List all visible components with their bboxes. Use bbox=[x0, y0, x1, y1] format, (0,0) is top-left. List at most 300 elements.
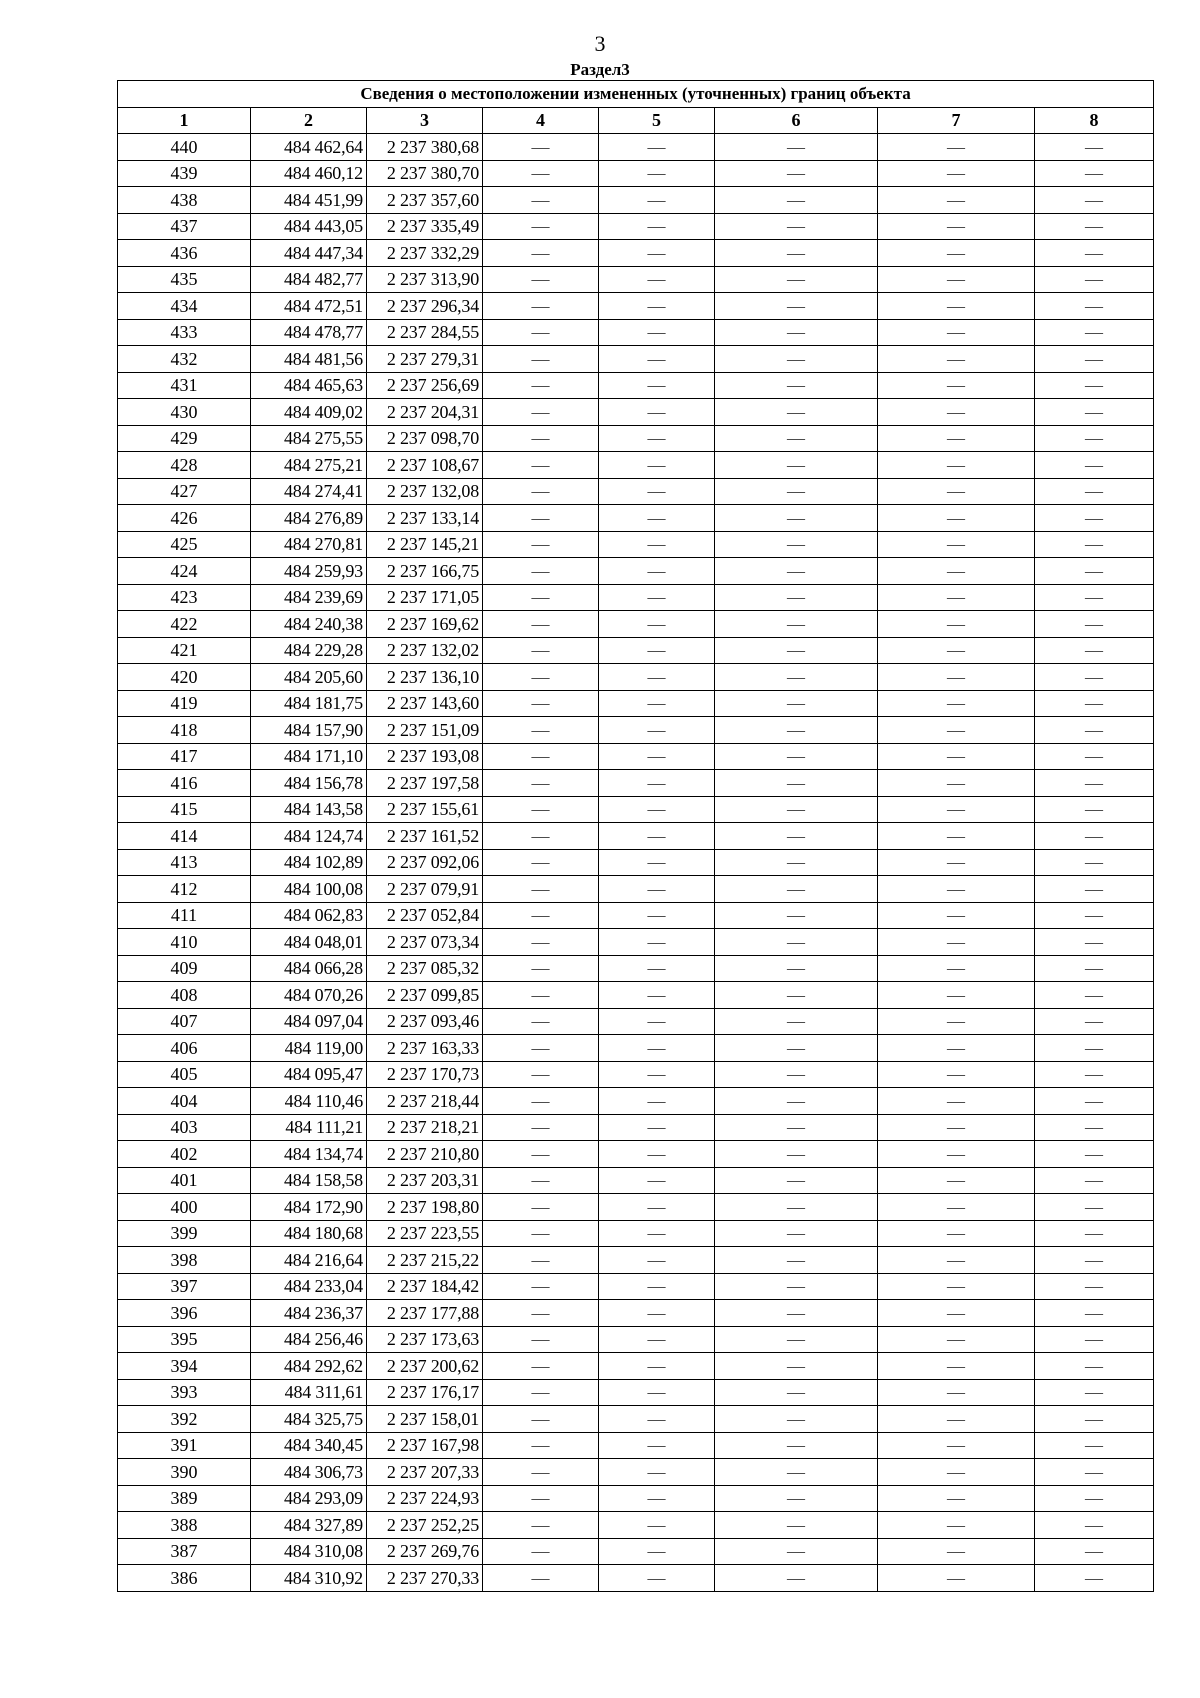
table-row bbox=[118, 876, 1154, 903]
table-row bbox=[118, 1459, 1154, 1486]
y-coordinate-cell: 2 237 210,80 bbox=[367, 1141, 483, 1168]
empty-value-cell: — bbox=[715, 213, 878, 240]
y-coordinate-cell: 2 237 207,33 bbox=[367, 1459, 483, 1486]
empty-value-cell: — bbox=[599, 1141, 715, 1168]
empty-value-cell: — bbox=[1035, 876, 1154, 903]
empty-value-cell: — bbox=[1035, 319, 1154, 346]
point-number-cell: 395 bbox=[118, 1326, 251, 1353]
table-row bbox=[118, 531, 1154, 558]
point-number-cell: 397 bbox=[118, 1273, 251, 1300]
column-header: 1 bbox=[118, 107, 251, 134]
empty-value-cell: — bbox=[1035, 690, 1154, 717]
empty-value-cell: — bbox=[483, 478, 599, 505]
table-row bbox=[118, 611, 1154, 638]
empty-value-cell: — bbox=[1035, 770, 1154, 797]
empty-value-cell: — bbox=[878, 240, 1035, 267]
empty-value-cell: — bbox=[599, 319, 715, 346]
empty-value-cell: — bbox=[715, 1114, 878, 1141]
empty-value-cell: — bbox=[599, 1167, 715, 1194]
empty-value-cell: — bbox=[878, 955, 1035, 982]
x-coordinate-cell: 484 236,37 bbox=[251, 1300, 367, 1327]
empty-value-cell: — bbox=[599, 823, 715, 850]
column-header: 8 bbox=[1035, 107, 1154, 134]
table-row bbox=[118, 1432, 1154, 1459]
point-number-cell: 399 bbox=[118, 1220, 251, 1247]
empty-value-cell: — bbox=[599, 213, 715, 240]
empty-value-cell: — bbox=[599, 1035, 715, 1062]
empty-value-cell: — bbox=[878, 690, 1035, 717]
y-coordinate-cell: 2 237 073,34 bbox=[367, 929, 483, 956]
empty-value-cell: — bbox=[483, 134, 599, 161]
empty-value-cell: — bbox=[483, 1194, 599, 1221]
point-number-cell: 422 bbox=[118, 611, 251, 638]
empty-value-cell: — bbox=[715, 531, 878, 558]
x-coordinate-cell: 484 119,00 bbox=[251, 1035, 367, 1062]
empty-value-cell: — bbox=[878, 1008, 1035, 1035]
x-coordinate-cell: 484 259,93 bbox=[251, 558, 367, 585]
point-number-cell: 429 bbox=[118, 425, 251, 452]
point-number-cell: 406 bbox=[118, 1035, 251, 1062]
empty-value-cell: — bbox=[715, 319, 878, 346]
empty-value-cell: — bbox=[1035, 611, 1154, 638]
empty-value-cell: — bbox=[483, 1326, 599, 1353]
empty-value-cell: — bbox=[715, 929, 878, 956]
table-row bbox=[118, 1406, 1154, 1433]
table-row bbox=[118, 1035, 1154, 1062]
point-number-cell: 418 bbox=[118, 717, 251, 744]
point-number-cell: 420 bbox=[118, 664, 251, 691]
empty-value-cell: — bbox=[483, 213, 599, 240]
point-number-cell: 436 bbox=[118, 240, 251, 267]
empty-value-cell: — bbox=[599, 134, 715, 161]
y-coordinate-cell: 2 237 169,62 bbox=[367, 611, 483, 638]
empty-value-cell: — bbox=[715, 1485, 878, 1512]
point-number-cell: 423 bbox=[118, 584, 251, 611]
empty-value-cell: — bbox=[715, 1512, 878, 1539]
empty-value-cell: — bbox=[1035, 1273, 1154, 1300]
empty-value-cell: — bbox=[715, 1194, 878, 1221]
y-coordinate-cell: 2 237 380,68 bbox=[367, 134, 483, 161]
empty-value-cell: — bbox=[483, 1008, 599, 1035]
y-coordinate-cell: 2 237 170,73 bbox=[367, 1061, 483, 1088]
x-coordinate-cell: 484 447,34 bbox=[251, 240, 367, 267]
empty-value-cell: — bbox=[1035, 399, 1154, 426]
x-coordinate-cell: 484 111,21 bbox=[251, 1114, 367, 1141]
empty-value-cell: — bbox=[599, 1247, 715, 1274]
table-row bbox=[118, 1114, 1154, 1141]
point-number-cell: 387 bbox=[118, 1538, 251, 1565]
y-coordinate-cell: 2 237 380,70 bbox=[367, 160, 483, 187]
empty-value-cell: — bbox=[715, 796, 878, 823]
empty-value-cell: — bbox=[483, 505, 599, 532]
table-row bbox=[118, 478, 1154, 505]
x-coordinate-cell: 484 327,89 bbox=[251, 1512, 367, 1539]
empty-value-cell: — bbox=[483, 902, 599, 929]
x-coordinate-cell: 484 134,74 bbox=[251, 1141, 367, 1168]
table-row bbox=[118, 1088, 1154, 1115]
empty-value-cell: — bbox=[599, 399, 715, 426]
y-coordinate-cell: 2 237 215,22 bbox=[367, 1247, 483, 1274]
x-coordinate-cell: 484 171,10 bbox=[251, 743, 367, 770]
empty-value-cell: — bbox=[878, 1406, 1035, 1433]
y-coordinate-cell: 2 237 252,25 bbox=[367, 1512, 483, 1539]
x-coordinate-cell: 484 478,77 bbox=[251, 319, 367, 346]
empty-value-cell: — bbox=[1035, 1008, 1154, 1035]
x-coordinate-cell: 484 233,04 bbox=[251, 1273, 367, 1300]
empty-value-cell: — bbox=[599, 1432, 715, 1459]
empty-value-cell: — bbox=[878, 637, 1035, 664]
empty-value-cell: — bbox=[1035, 505, 1154, 532]
point-number-cell: 400 bbox=[118, 1194, 251, 1221]
y-coordinate-cell: 2 237 218,21 bbox=[367, 1114, 483, 1141]
table-row bbox=[118, 1167, 1154, 1194]
empty-value-cell: — bbox=[1035, 1194, 1154, 1221]
point-number-cell: 439 bbox=[118, 160, 251, 187]
empty-value-cell: — bbox=[599, 452, 715, 479]
empty-value-cell: — bbox=[715, 876, 878, 903]
point-number-cell: 405 bbox=[118, 1061, 251, 1088]
x-coordinate-cell: 484 157,90 bbox=[251, 717, 367, 744]
empty-value-cell: — bbox=[483, 160, 599, 187]
point-number-cell: 410 bbox=[118, 929, 251, 956]
table-row bbox=[118, 452, 1154, 479]
empty-value-cell: — bbox=[878, 1300, 1035, 1327]
column-header: 3 bbox=[367, 107, 483, 134]
empty-value-cell: — bbox=[715, 346, 878, 373]
empty-value-cell: — bbox=[715, 1538, 878, 1565]
empty-value-cell: — bbox=[878, 1512, 1035, 1539]
x-coordinate-cell: 484 311,61 bbox=[251, 1379, 367, 1406]
x-coordinate-cell: 484 462,64 bbox=[251, 134, 367, 161]
empty-value-cell: — bbox=[599, 1220, 715, 1247]
empty-value-cell: — bbox=[715, 1273, 878, 1300]
empty-value-cell: — bbox=[878, 531, 1035, 558]
empty-value-cell: — bbox=[1035, 1326, 1154, 1353]
table-row bbox=[118, 902, 1154, 929]
empty-value-cell: — bbox=[1035, 1353, 1154, 1380]
point-number-cell: 415 bbox=[118, 796, 251, 823]
empty-value-cell: — bbox=[483, 637, 599, 664]
empty-value-cell: — bbox=[715, 1008, 878, 1035]
y-coordinate-cell: 2 237 332,29 bbox=[367, 240, 483, 267]
empty-value-cell: — bbox=[878, 1141, 1035, 1168]
empty-value-cell: — bbox=[1035, 1459, 1154, 1486]
empty-value-cell: — bbox=[483, 319, 599, 346]
point-number-cell: 414 bbox=[118, 823, 251, 850]
point-number-cell: 402 bbox=[118, 1141, 251, 1168]
x-coordinate-cell: 484 097,04 bbox=[251, 1008, 367, 1035]
empty-value-cell: — bbox=[483, 1565, 599, 1592]
point-number-cell: 409 bbox=[118, 955, 251, 982]
x-coordinate-cell: 484 066,28 bbox=[251, 955, 367, 982]
x-coordinate-cell: 484 143,58 bbox=[251, 796, 367, 823]
empty-value-cell: — bbox=[483, 584, 599, 611]
empty-value-cell: — bbox=[599, 1008, 715, 1035]
empty-value-cell: — bbox=[1035, 1379, 1154, 1406]
empty-value-cell: — bbox=[483, 1485, 599, 1512]
empty-value-cell: — bbox=[878, 743, 1035, 770]
empty-value-cell: — bbox=[599, 1273, 715, 1300]
point-number-cell: 437 bbox=[118, 213, 251, 240]
empty-value-cell: — bbox=[599, 160, 715, 187]
x-coordinate-cell: 484 180,68 bbox=[251, 1220, 367, 1247]
empty-value-cell: — bbox=[878, 1379, 1035, 1406]
y-coordinate-cell: 2 237 158,01 bbox=[367, 1406, 483, 1433]
table-row bbox=[118, 637, 1154, 664]
empty-value-cell: — bbox=[878, 399, 1035, 426]
column-header: 7 bbox=[878, 107, 1035, 134]
empty-value-cell: — bbox=[1035, 478, 1154, 505]
table-row bbox=[118, 293, 1154, 320]
empty-value-cell: — bbox=[483, 293, 599, 320]
empty-value-cell: — bbox=[599, 293, 715, 320]
x-coordinate-cell: 484 310,92 bbox=[251, 1565, 367, 1592]
table-row bbox=[118, 584, 1154, 611]
empty-value-cell: — bbox=[878, 796, 1035, 823]
point-number-cell: 411 bbox=[118, 902, 251, 929]
empty-value-cell: — bbox=[715, 902, 878, 929]
empty-value-cell: — bbox=[483, 1379, 599, 1406]
point-number-cell: 417 bbox=[118, 743, 251, 770]
empty-value-cell: — bbox=[1035, 982, 1154, 1009]
section-label: Раздел3 bbox=[570, 60, 630, 79]
empty-value-cell: — bbox=[1035, 1035, 1154, 1062]
empty-value-cell: — bbox=[715, 452, 878, 479]
empty-value-cell: — bbox=[878, 1273, 1035, 1300]
empty-value-cell: — bbox=[878, 1485, 1035, 1512]
empty-value-cell: — bbox=[599, 849, 715, 876]
point-number-cell: 438 bbox=[118, 187, 251, 214]
y-coordinate-cell: 2 237 256,69 bbox=[367, 372, 483, 399]
x-coordinate-cell: 484 181,75 bbox=[251, 690, 367, 717]
point-number-cell: 430 bbox=[118, 399, 251, 426]
empty-value-cell: — bbox=[1035, 1220, 1154, 1247]
empty-value-cell: — bbox=[715, 160, 878, 187]
x-coordinate-cell: 484 229,28 bbox=[251, 637, 367, 664]
empty-value-cell: — bbox=[483, 1432, 599, 1459]
empty-value-cell: — bbox=[878, 1432, 1035, 1459]
empty-value-cell: — bbox=[715, 1035, 878, 1062]
empty-value-cell: — bbox=[599, 240, 715, 267]
y-coordinate-cell: 2 237 224,93 bbox=[367, 1485, 483, 1512]
empty-value-cell: — bbox=[483, 611, 599, 638]
empty-value-cell: — bbox=[599, 982, 715, 1009]
y-coordinate-cell: 2 237 269,76 bbox=[367, 1538, 483, 1565]
x-coordinate-cell: 484 443,05 bbox=[251, 213, 367, 240]
table-row bbox=[118, 240, 1154, 267]
empty-value-cell: — bbox=[878, 982, 1035, 1009]
table-row bbox=[118, 1008, 1154, 1035]
empty-value-cell: — bbox=[878, 346, 1035, 373]
empty-value-cell: — bbox=[715, 293, 878, 320]
empty-value-cell: — bbox=[483, 240, 599, 267]
empty-value-cell: — bbox=[1035, 1406, 1154, 1433]
empty-value-cell: — bbox=[715, 399, 878, 426]
empty-value-cell: — bbox=[715, 266, 878, 293]
y-coordinate-cell: 2 237 335,49 bbox=[367, 213, 483, 240]
empty-value-cell: — bbox=[878, 213, 1035, 240]
table-body bbox=[118, 134, 1154, 1592]
empty-value-cell: — bbox=[599, 1061, 715, 1088]
empty-value-cell: — bbox=[715, 955, 878, 982]
table-row bbox=[118, 743, 1154, 770]
empty-value-cell: — bbox=[483, 452, 599, 479]
x-coordinate-cell: 484 100,08 bbox=[251, 876, 367, 903]
empty-value-cell: — bbox=[599, 1194, 715, 1221]
point-number-cell: 407 bbox=[118, 1008, 251, 1035]
empty-value-cell: — bbox=[1035, 240, 1154, 267]
empty-value-cell: — bbox=[715, 1326, 878, 1353]
y-coordinate-cell: 2 237 173,63 bbox=[367, 1326, 483, 1353]
point-number-cell: 440 bbox=[118, 134, 251, 161]
empty-value-cell: — bbox=[715, 717, 878, 744]
point-number-cell: 428 bbox=[118, 452, 251, 479]
empty-value-cell: — bbox=[1035, 134, 1154, 161]
x-coordinate-cell: 484 310,08 bbox=[251, 1538, 367, 1565]
empty-value-cell: — bbox=[483, 266, 599, 293]
empty-value-cell: — bbox=[878, 266, 1035, 293]
empty-value-cell: — bbox=[878, 1459, 1035, 1486]
empty-value-cell: — bbox=[1035, 266, 1154, 293]
empty-value-cell: — bbox=[483, 823, 599, 850]
empty-value-cell: — bbox=[878, 558, 1035, 585]
x-coordinate-cell: 484 158,58 bbox=[251, 1167, 367, 1194]
empty-value-cell: — bbox=[715, 425, 878, 452]
table-row bbox=[118, 1485, 1154, 1512]
empty-value-cell: — bbox=[878, 319, 1035, 346]
x-coordinate-cell: 484 275,55 bbox=[251, 425, 367, 452]
point-number-cell: 412 bbox=[118, 876, 251, 903]
point-number-cell: 419 bbox=[118, 690, 251, 717]
empty-value-cell: — bbox=[1035, 558, 1154, 585]
y-coordinate-cell: 2 237 176,17 bbox=[367, 1379, 483, 1406]
x-coordinate-cell: 484 325,75 bbox=[251, 1406, 367, 1433]
empty-value-cell: — bbox=[483, 1512, 599, 1539]
x-coordinate-cell: 484 172,90 bbox=[251, 1194, 367, 1221]
y-coordinate-cell: 2 237 198,80 bbox=[367, 1194, 483, 1221]
empty-value-cell: — bbox=[878, 293, 1035, 320]
point-number-cell: 401 bbox=[118, 1167, 251, 1194]
table-row bbox=[118, 266, 1154, 293]
empty-value-cell: — bbox=[1035, 160, 1154, 187]
empty-value-cell: — bbox=[599, 187, 715, 214]
y-coordinate-cell: 2 237 177,88 bbox=[367, 1300, 483, 1327]
empty-value-cell: — bbox=[599, 266, 715, 293]
empty-value-cell: — bbox=[483, 929, 599, 956]
table-row bbox=[118, 1273, 1154, 1300]
x-coordinate-cell: 484 276,89 bbox=[251, 505, 367, 532]
empty-value-cell: — bbox=[878, 584, 1035, 611]
empty-value-cell: — bbox=[599, 1300, 715, 1327]
empty-value-cell: — bbox=[1035, 743, 1154, 770]
empty-value-cell: — bbox=[1035, 293, 1154, 320]
empty-value-cell: — bbox=[483, 1406, 599, 1433]
empty-value-cell: — bbox=[483, 717, 599, 744]
table-row bbox=[118, 1353, 1154, 1380]
y-coordinate-cell: 2 237 270,33 bbox=[367, 1565, 483, 1592]
point-number-cell: 426 bbox=[118, 505, 251, 532]
empty-value-cell: — bbox=[483, 1273, 599, 1300]
empty-value-cell: — bbox=[878, 478, 1035, 505]
y-coordinate-cell: 2 237 132,08 bbox=[367, 478, 483, 505]
empty-value-cell: — bbox=[483, 1061, 599, 1088]
column-header: 4 bbox=[483, 107, 599, 134]
empty-value-cell: — bbox=[878, 823, 1035, 850]
y-coordinate-cell: 2 237 145,21 bbox=[367, 531, 483, 558]
table-row bbox=[118, 1220, 1154, 1247]
table-row bbox=[118, 982, 1154, 1009]
empty-value-cell: — bbox=[878, 134, 1035, 161]
empty-value-cell: — bbox=[483, 1459, 599, 1486]
empty-value-cell: — bbox=[1035, 346, 1154, 373]
y-coordinate-cell: 2 237 296,34 bbox=[367, 293, 483, 320]
y-coordinate-cell: 2 237 161,52 bbox=[367, 823, 483, 850]
table-row bbox=[118, 664, 1154, 691]
empty-value-cell: — bbox=[599, 1459, 715, 1486]
empty-value-cell: — bbox=[878, 717, 1035, 744]
point-number-cell: 398 bbox=[118, 1247, 251, 1274]
empty-value-cell: — bbox=[1035, 531, 1154, 558]
point-number-cell: 390 bbox=[118, 1459, 251, 1486]
y-coordinate-cell: 2 237 197,58 bbox=[367, 770, 483, 797]
empty-value-cell: — bbox=[599, 372, 715, 399]
empty-value-cell: — bbox=[483, 346, 599, 373]
empty-value-cell: — bbox=[599, 1485, 715, 1512]
empty-value-cell: — bbox=[599, 929, 715, 956]
empty-value-cell: — bbox=[1035, 584, 1154, 611]
empty-value-cell: — bbox=[599, 1379, 715, 1406]
point-number-cell: 386 bbox=[118, 1565, 251, 1592]
y-coordinate-cell: 2 237 099,85 bbox=[367, 982, 483, 1009]
point-number-cell: 425 bbox=[118, 531, 251, 558]
x-coordinate-cell: 484 256,46 bbox=[251, 1326, 367, 1353]
empty-value-cell: — bbox=[715, 823, 878, 850]
table-title-row bbox=[118, 81, 1154, 108]
boundary-table bbox=[117, 80, 1154, 1592]
y-coordinate-cell: 2 237 108,67 bbox=[367, 452, 483, 479]
table-row bbox=[118, 1194, 1154, 1221]
y-coordinate-cell: 2 237 171,05 bbox=[367, 584, 483, 611]
x-coordinate-cell: 484 048,01 bbox=[251, 929, 367, 956]
empty-value-cell: — bbox=[1035, 796, 1154, 823]
y-coordinate-cell: 2 237 279,31 bbox=[367, 346, 483, 373]
empty-value-cell: — bbox=[483, 1220, 599, 1247]
empty-value-cell: — bbox=[483, 1300, 599, 1327]
empty-value-cell: — bbox=[483, 1035, 599, 1062]
empty-value-cell: — bbox=[1035, 664, 1154, 691]
x-coordinate-cell: 484 481,56 bbox=[251, 346, 367, 373]
y-coordinate-cell: 2 237 200,62 bbox=[367, 1353, 483, 1380]
x-coordinate-cell: 484 205,60 bbox=[251, 664, 367, 691]
empty-value-cell: — bbox=[483, 531, 599, 558]
table-row bbox=[118, 1512, 1154, 1539]
empty-value-cell: — bbox=[715, 1432, 878, 1459]
empty-value-cell: — bbox=[599, 531, 715, 558]
empty-value-cell: — bbox=[878, 1088, 1035, 1115]
empty-value-cell: — bbox=[599, 955, 715, 982]
column-header: 2 bbox=[251, 107, 367, 134]
empty-value-cell: — bbox=[1035, 1141, 1154, 1168]
empty-value-cell: — bbox=[599, 1353, 715, 1380]
point-number-cell: 413 bbox=[118, 849, 251, 876]
y-coordinate-cell: 2 237 136,10 bbox=[367, 664, 483, 691]
point-number-cell: 416 bbox=[118, 770, 251, 797]
table-row bbox=[118, 1326, 1154, 1353]
empty-value-cell: — bbox=[599, 770, 715, 797]
empty-value-cell: — bbox=[483, 743, 599, 770]
y-coordinate-cell: 2 237 132,02 bbox=[367, 637, 483, 664]
y-coordinate-cell: 2 237 133,14 bbox=[367, 505, 483, 532]
